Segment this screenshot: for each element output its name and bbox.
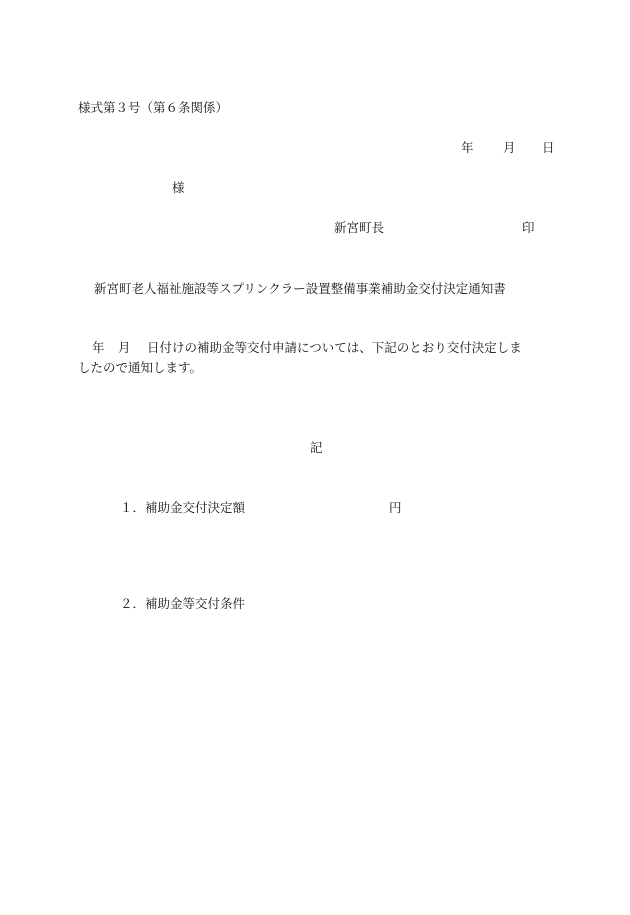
seal-label: 印 [522, 220, 535, 235]
body-month-label: 月 [118, 340, 131, 355]
date-day-label: 日 [542, 140, 555, 155]
document-title: 新宮町老人福祉施設等スプリンクラー設置整備事業補助金交付決定通知書 [94, 281, 506, 296]
issuer-name: 新宮町長 [334, 220, 385, 235]
ki-heading: 記 [310, 440, 323, 455]
addressee-suffix: 様 [172, 180, 185, 195]
item-grant-conditions-label: ２．補助金等交付条件 [120, 596, 246, 611]
item-grant-amount-label: １．補助金交付決定額 [120, 500, 246, 515]
item-grant-amount-unit: 円 [389, 500, 402, 515]
date-month-label: 月 [503, 140, 516, 155]
form-number: 様式第３号（第６条関係） [78, 100, 229, 115]
body-year-label: 年 [92, 340, 105, 355]
date-year-label: 年 [461, 140, 474, 155]
body-text-line1: 日付けの補助金等交付申請については、下記のとおり交付決定しま [147, 340, 522, 355]
body-text-line2: したので通知します。 [78, 360, 203, 375]
